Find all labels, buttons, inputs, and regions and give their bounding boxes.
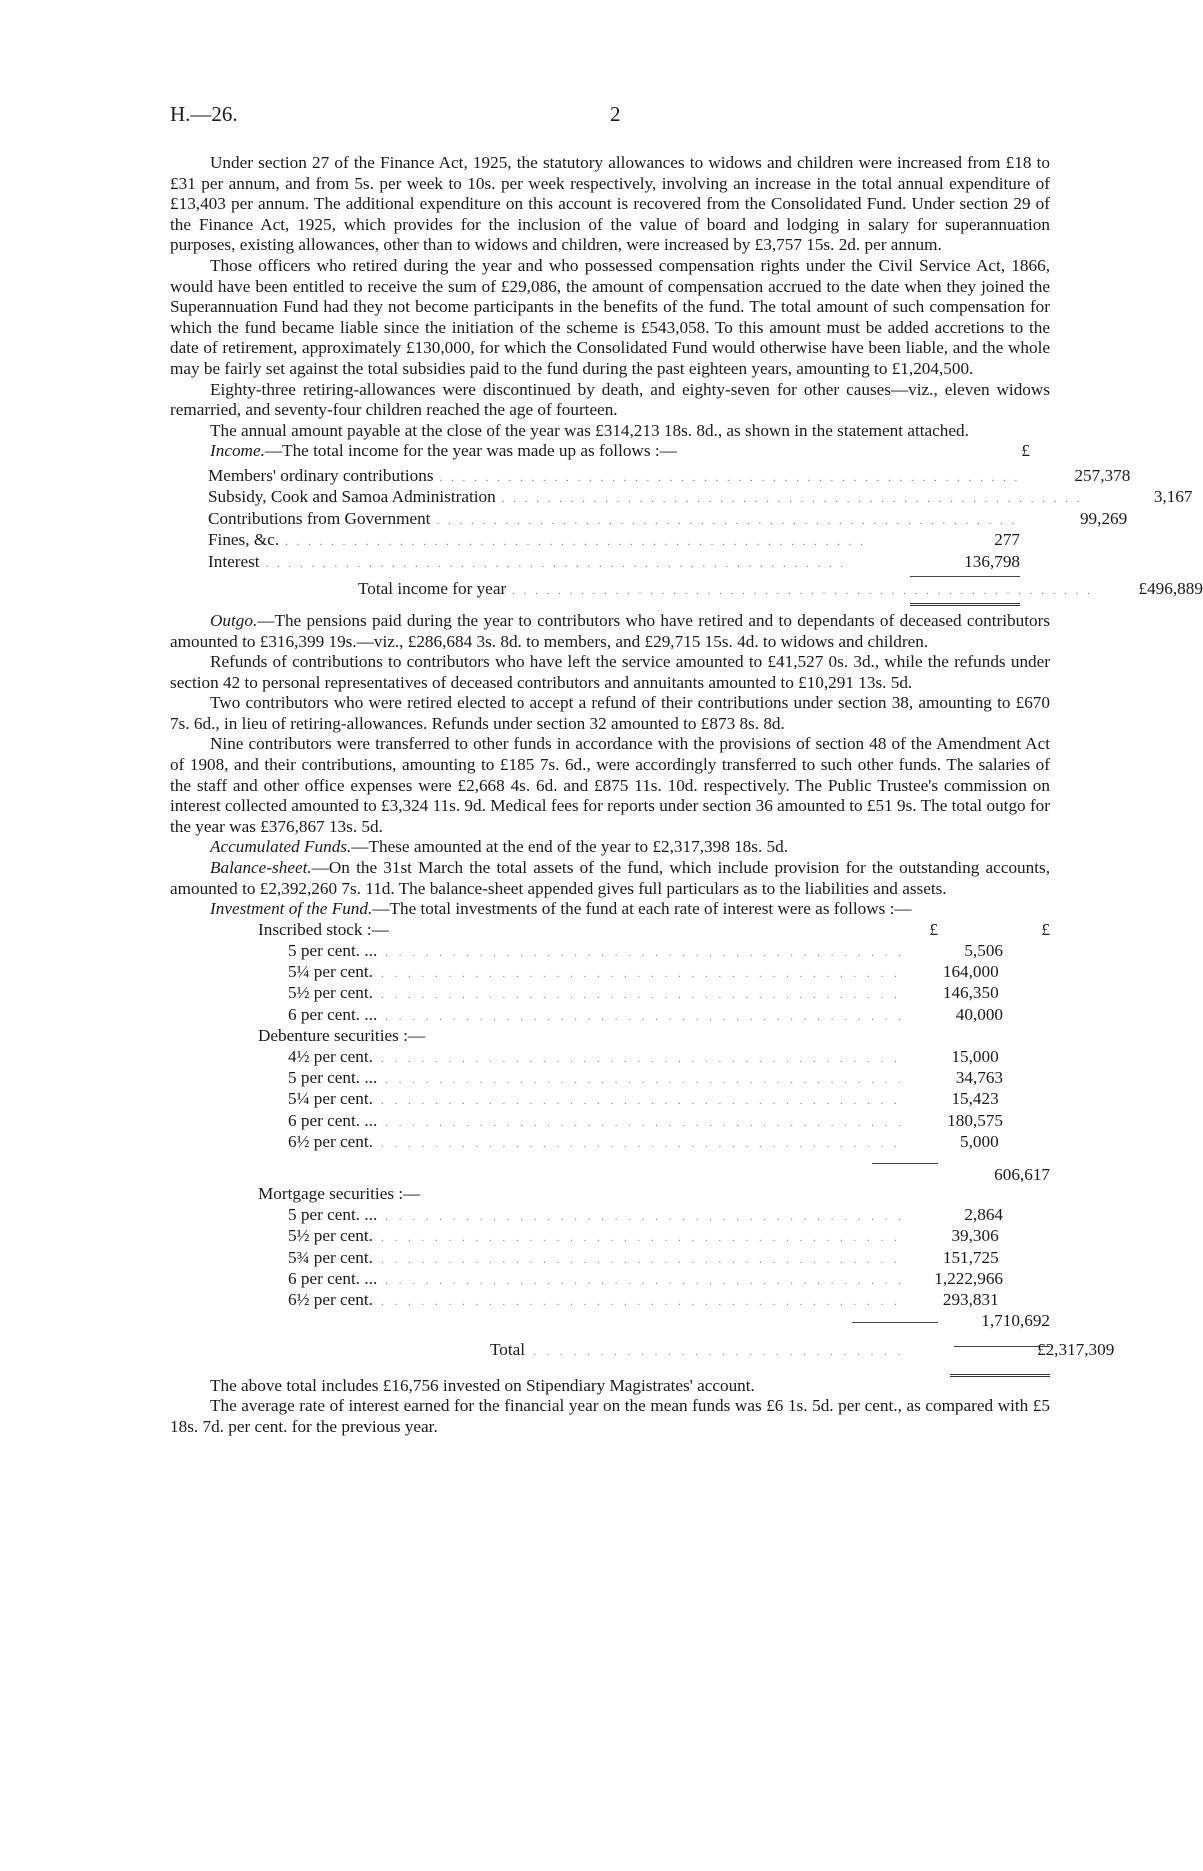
income-row xyxy=(208,487,1193,509)
investment-rate: 5¼ per cent. xyxy=(288,962,373,982)
investment-row xyxy=(170,1248,1050,1269)
paragraph-compensation: Those officers who retired during the year and who possessed compensation rights under the Civil Service Act, 1866, would have been entitled to receive the sum of £29,086, the amount of compensation accrued to the date when they joined the Superannuation Fund had they not become participants in the benefits of the fund. The total amount of such compensation for which the fund became liable since the initiation of the scheme is £543,058. To this amount must be added accretions to the date of retirement, approximately £130,000, for which the Consolidated Fund would otherwise have been liable, and the whole may be fairly set against the total subsidies paid to the fund during the past eighteen years, amounting to £1,204,500. xyxy=(170,255,1050,378)
investment-subtotal: 606,617 xyxy=(994,1164,1050,1184)
leader-dots: . . . . . . . . . . . . . . . . . . . . . . . . . . . . . . . . . . . . . . . xyxy=(380,968,901,981)
leader-dots: . . . . . . . . . . . . . . . . . . . . . . . . . . . . . . . . . . . . . . . . . . . . . . . . . . . xyxy=(439,471,1021,484)
paragraph-refunds: Refunds of contributions to contributors who have left the service amounted to £41,527 0s. 3d., while the refunds under section 42 to personal representatives of deceased contributors and annuitants amounted to £10,291 13s. 5d. xyxy=(170,652,1050,692)
balance-sheet-heading: Balance-sheet. xyxy=(210,858,312,878)
leader-dots: . . . . . . . . . . . . . . . . . . . . . . . . . . . . . . . . . . . . . . . xyxy=(385,1211,905,1224)
investment-row xyxy=(170,962,1050,983)
paragraph-retired-refunds: Two contributors who were retired elected to accept a refund of their contributions under section 38, amounting to £670 7s. 6d., in lieu of retiring-allowances. Refunds under section 32 amounted to £873 8s. 8d. xyxy=(170,693,1050,733)
leader-dots: . . . . . . . . . . . . . . . . . . . . . . . . . . . . . . . . . . . . . . . . . . . . . . . . . . . xyxy=(285,536,866,549)
investment-row xyxy=(170,1047,1050,1068)
leader-dots: . . . . . . . . . . . . . . . . . . . . . . . . . . . . xyxy=(533,1346,905,1359)
leader-dots: . . . . . . . . . . . . . . . . . . . . . . . . . . . . . . . . . . . . . . . xyxy=(385,947,905,959)
investment-total-row xyxy=(170,1340,1115,1361)
income-intro-text: —The total income for the year was made up as follows :— xyxy=(264,441,677,461)
leader-dots: . . . . . . . . . . . . . . . . . . . . . . . . . . . . . . . . . . . . . . . xyxy=(380,1095,901,1108)
spacer xyxy=(170,1174,1050,1184)
page-header xyxy=(170,102,1050,128)
investment-rate: 5¾ per cent. xyxy=(288,1247,373,1267)
investment-amount: 15,423 xyxy=(951,1089,999,1109)
investment-col2-currency: £ xyxy=(1041,919,1050,939)
income-row-label: Members' ordinary contributions xyxy=(208,465,434,485)
paragraph-interest-rate: The average rate of interest earned for the financial year on the mean funds was £6 1s. 5d. per cent., as compared with £5 18s. 7d. per cent. for the previous year. xyxy=(170,1396,1050,1436)
income-currency-header: £ xyxy=(1021,441,1030,461)
paragraph-annual-amount: The annual amount payable at the close of the year was £314,213 18s. 8d., as shown in the statement attached. xyxy=(210,420,969,440)
income-row-label: Contributions from Government xyxy=(208,508,431,528)
paragraph-finance-act: Under section 27 of the Finance Act, 1925, the statutory allowances to widows and children were increased from £18 to £31 per annum, and from 5s. per week to 10s. per week respectively, involving an increase in the total annual expenditure of £13,403 per annum. The additional expenditure on this account is recovered from the Consolidated Fund. Under section 29 of the Finance Act, 1925, which provides for the inclusion of the value of board and lodging in salary for superannuation purposes, existing allowances, other than to widows and children, were increased by £3,757 15s. 2d. per annum. xyxy=(170,153,1050,255)
investment-amount: 1,222,966 xyxy=(934,1268,1003,1288)
investment-amount: 293,831 xyxy=(942,1290,999,1309)
investment-rate: 6 per cent. ... xyxy=(288,1268,378,1288)
subtotal-rule xyxy=(840,1153,938,1174)
investment-amount: 146,350 xyxy=(942,983,999,1003)
investment-subtotal-row xyxy=(170,1153,1050,1184)
income-row-amount: 136,798 xyxy=(964,551,1020,571)
leader-dots: . . . . . . . . . . . . . . . . . . . . . . . . . . . . . . . . . . . . . . . . . . . . . . . . . . . xyxy=(512,585,1093,598)
investment-rate: 6½ per cent. xyxy=(288,1290,373,1309)
investment-intro-text: —The total investments of the fund at each rate of interest were as follows :— xyxy=(372,899,912,919)
report-reference: H.—26. xyxy=(170,102,238,126)
investment-row xyxy=(170,1226,1050,1247)
paragraph-discontinued-allowances: Eighty-three retiring-allowances were discontinued by death, and eighty-seven for other causes—viz., eleven widows remarried, and seventy-four children reached the age of fourteen. xyxy=(170,379,1050,420)
income-row xyxy=(208,552,1020,574)
outgo-text: —The pensions paid during the year to contributors who have retired and to dependants of deceased contributors amounted to £316,399 19s.—viz., £286,684 3s. 8d. to members, and £29,715 15s. 4d. to widows and children. xyxy=(170,610,1050,651)
investment-amount: 39,306 xyxy=(951,1226,999,1246)
income-row xyxy=(208,465,1131,488)
balance-sheet-text: —On the 31st March the total assets of the fund, which include provision for the outstanding accounts, amounted to £2,392,260 7s. 11d. The balance-sheet appended gives full particulars as to the liabilities and assets. xyxy=(170,858,1050,898)
investment-group-header xyxy=(170,920,1050,941)
report-body xyxy=(170,153,1203,1437)
leader-dots: . . . . . . . . . . . . . . . . . . . . . . . . . . . . . . . . . . . . . . . . . . . . . . . . . . . xyxy=(436,514,1018,527)
investment-total-amount: £2,317,309 xyxy=(1036,1340,1115,1360)
investment-rate: 6 per cent. ... xyxy=(288,1110,378,1130)
income-row-amount: 3,167 xyxy=(1153,487,1193,507)
investment-table xyxy=(170,919,1115,1372)
outgo-heading: Outgo. xyxy=(210,610,258,630)
leader-dots: . . . . . . . . . . . . . . . . . . . . . . . . . . . . . . . . . . . . . . . xyxy=(385,1010,905,1023)
investment-amount: 34,763 xyxy=(955,1068,1003,1088)
investment-amount: 5,506 xyxy=(964,941,1003,960)
investment-row xyxy=(170,1068,1050,1089)
income-intro xyxy=(170,441,1050,462)
investment-row xyxy=(170,941,1050,962)
income-row xyxy=(208,530,1020,552)
income-heading: Income. xyxy=(210,441,265,461)
leader-dots: . . . . . . . . . . . . . . . . . . . . . . . . . . . . . . . . . . . . . . . xyxy=(380,1137,901,1150)
income-total-label: Total income for year xyxy=(358,579,507,599)
investment-rate: 5 per cent. ... xyxy=(288,1205,378,1225)
balance-sheet-paragraph xyxy=(170,858,1050,899)
accumulated-funds-paragraph xyxy=(170,837,1050,858)
investment-total-label: Total xyxy=(490,1340,526,1360)
leader-dots: . . . . . . . . . . . . . . . . . . . . . . . . . . . . . . . . . . . . . . . xyxy=(385,1116,905,1129)
investment-row xyxy=(170,1089,1050,1110)
income-row-amount: 99,269 xyxy=(1079,508,1128,528)
investment-row xyxy=(170,1205,1050,1226)
investment-row xyxy=(170,983,1050,1004)
income-total-amount: £496,889 xyxy=(1138,579,1203,599)
leader-dots: . . . . . . . . . . . . . . . . . . . . . . . . . . . . . . . . . . . . . . . . . . . . . . . . . . . xyxy=(501,493,1083,506)
investment-row xyxy=(170,1269,1050,1290)
investment-group-label: Inscribed stock :— xyxy=(258,919,389,939)
leader-dots: . . . . . . . . . . . . . . . . . . . . . . . . . . . . . . . . . . . . . . . xyxy=(380,1253,901,1266)
investment-subtotal-row xyxy=(170,1311,1050,1332)
income-row-label: Subsidy, Cook and Samoa Administration xyxy=(208,487,496,507)
leader-dots: . . . . . . . . . . . . . . . . . . . . . . . . . . . . . . . . . . . . . . . xyxy=(380,1232,901,1245)
accumulated-funds-text: —These amounted at the end of the year to £2,317,398 18s. 5d. xyxy=(351,837,789,857)
total-double-rule xyxy=(938,1362,1050,1383)
investment-total-double-rule-row xyxy=(170,1362,1050,1372)
investment-rate: 6½ per cent. xyxy=(288,1131,373,1151)
investment-row xyxy=(170,1111,1050,1132)
paragraph-transfers: Nine contributors were transferred to other funds in accordance with the provisions of section 48 of the Amendment Act of 1908, and their contributions, amounting to £185 7s. 6d., were accordingly transferred to such other funds. The salaries of the staff and other office expenses were £2,668 4s. 6d. and £875 11s. 10d. respectively. The Public Trustee's commission on interest collected amounted to £3,324 11s. 9d. Medical fees for reports under section 36 amounted to £51 9s. The total outgo for the year was £376,867 13s. 5d. xyxy=(170,734,1050,836)
accumulated-funds-heading: Accumulated Funds. xyxy=(210,837,352,857)
investment-group-header xyxy=(170,1026,1050,1047)
investment-col1-currency: £ xyxy=(929,919,938,939)
investment-subtotal: 1,710,692 xyxy=(981,1311,1050,1331)
investment-row xyxy=(170,1132,1050,1153)
investment-amount: 180,575 xyxy=(947,1110,1003,1130)
subtotal-rule xyxy=(840,1311,938,1332)
investment-intro xyxy=(170,899,1050,920)
investment-amount: 2,864 xyxy=(964,1205,1003,1225)
investment-row xyxy=(170,1290,1050,1311)
investment-rate: 5 per cent. ... xyxy=(288,941,378,960)
leader-dots: . . . . . . . . . . . . . . . . . . . . . . . . . . . . . . . . . . . . . . . . . . . . . . . . . . . xyxy=(265,557,847,570)
income-row-amount: 257,378 xyxy=(1074,465,1131,485)
leader-dots: . . . . . . . . . . . . . . . . . . . . . . . . . . . . . . . . . . . . . . . xyxy=(380,1052,901,1065)
investment-rate: 5½ per cent. xyxy=(288,1226,373,1246)
leader-dots: . . . . . . . . . . . . . . . . . . . . . . . . . . . . . . . . . . . . . . . xyxy=(385,1074,905,1087)
investment-group-label: Debenture securities :— xyxy=(258,1025,426,1045)
outgo-paragraph xyxy=(170,611,1050,652)
income-total-row xyxy=(208,579,1203,601)
investment-rate: 6 per cent. ... xyxy=(288,1004,378,1024)
investment-group-label: Mortgage securities :— xyxy=(258,1184,421,1204)
investment-amount: 5,000 xyxy=(960,1131,999,1151)
investment-row xyxy=(170,1005,1050,1026)
leader-dots: . . . . . . . . . . . . . . . . . . . . . . . . . . . . . . . . . . . . . . . xyxy=(385,1274,905,1287)
investment-rate: 4½ per cent. xyxy=(288,1046,373,1066)
investment-heading: Investment of the Fund. xyxy=(210,899,373,919)
income-row-label: Fines, &c. xyxy=(208,530,280,550)
income-table xyxy=(208,465,1203,607)
investment-amount: 164,000 xyxy=(942,962,999,982)
investment-amount: 15,000 xyxy=(951,1046,999,1066)
investment-total-rule-row xyxy=(170,1332,1050,1340)
investment-rate: 5½ per cent. xyxy=(288,983,373,1003)
leader-dots: . . . . . . . . . . . . . . . . . . . . . . . . . . . . . . . . . . . . . . . xyxy=(380,989,901,1002)
investment-amount: 40,000 xyxy=(955,1004,1003,1024)
investment-rate: 5¼ per cent. xyxy=(288,1089,373,1109)
investment-group-header xyxy=(170,1184,1050,1205)
leader-dots: . . . . . . . . . . . . . . . . . . . . . . . . . . . . . . . . . . . . . . . xyxy=(380,1296,901,1308)
investment-rate: 5 per cent. ... xyxy=(288,1068,378,1088)
income-row-amount: 277 xyxy=(994,530,1020,550)
page-number: 2 xyxy=(610,102,621,126)
investment-amount: 151,725 xyxy=(942,1247,999,1267)
paragraph-stipendiary: The above total includes £16,756 invested on Stipendiary Magistrates' account. xyxy=(210,1375,755,1395)
income-row-label: Interest xyxy=(208,551,260,571)
income-row xyxy=(208,508,1128,531)
